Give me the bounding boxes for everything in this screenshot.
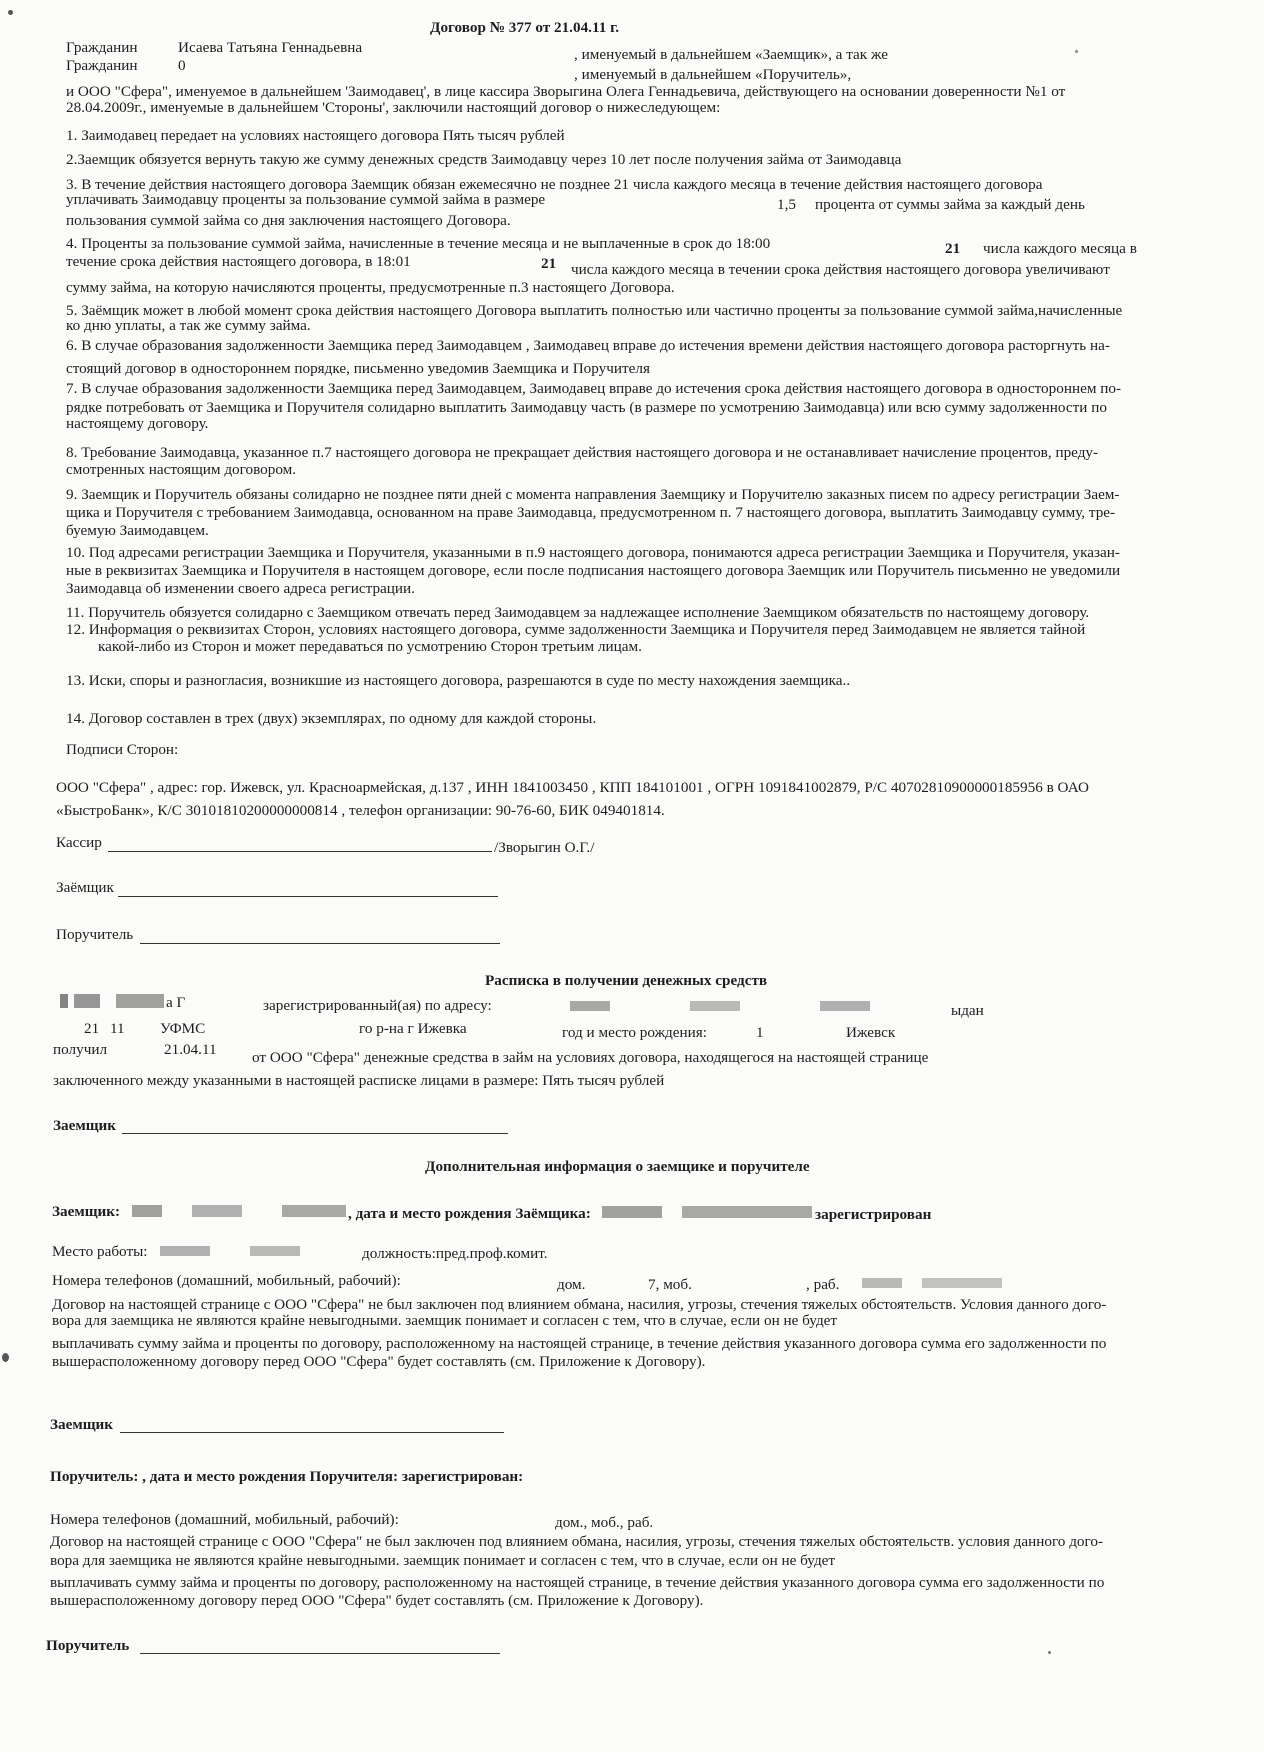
clause-7-line-3: настоящему договору. bbox=[66, 415, 209, 432]
phones-label: Номера телефонов (домашний, мобильный, рабочий): bbox=[52, 1272, 401, 1289]
borrower-suffix: , именуемый в дальнейшем «Заемщик», а так же bbox=[574, 46, 888, 63]
clause-4-line-3: сумму займа, на которую начисляются проценты, предусмотренные п.3 настоящего Договора. bbox=[66, 279, 675, 296]
additional-guarantor-signature-line bbox=[140, 1638, 500, 1654]
receipt-received-date: 21.04.11 bbox=[164, 1041, 217, 1058]
clause-9-line-1: 9. Заемщик и Поручитель обязаны солидарно не позднее пяти дней с момента направления Заемщику и Поручителю заказных писем по адресу регистрации Заем- bbox=[66, 486, 1120, 503]
contract-guarantor-signature-label: Поручитель bbox=[56, 926, 134, 943]
guarantor-consent-line-1: Договор на настоящей странице с ООО "Сфера" не был заключен под влиянием обмана, насилия, угрозы, стечения тяжелых обстоятельств. условия данного дого- bbox=[50, 1533, 1104, 1550]
redaction-mark bbox=[570, 1001, 950, 1011]
contract-title: Договор № 377 от 21.04.11 г. bbox=[430, 19, 620, 36]
clause-10-line-3: Заимодавца об изменении своего адреса регистрации. bbox=[66, 580, 415, 597]
clause-3-line-3: пользования суммой займа со дня заключения настоящего Договора. bbox=[66, 212, 511, 229]
redaction-mark bbox=[862, 1278, 1002, 1288]
guarantor-consent-line-2: вора для заемщика не являются крайне невыгодными. заемщик понимает и согласен с тем, что в случае, если он не будет bbox=[50, 1552, 836, 1569]
clause-4-line-2a: течение срока действия настоящего договора, в 18:01 bbox=[66, 253, 411, 270]
clause-9-line-3: буемую Заимодавцем. bbox=[66, 522, 209, 539]
borrower-name: Исаева Татьяна Геннадьевна bbox=[178, 39, 363, 56]
additional-guarantor-heading: Поручитель: , дата и место рождения Поручителя: зарегистрирован: bbox=[50, 1468, 524, 1485]
guarantor-phones-label: Номера телефонов (домашний, мобильный, рабочий): bbox=[50, 1511, 399, 1528]
clause-3-line-1: 3. В течение действия настоящего договора Заемщик обязан ежемесячно не позднее 21 числа каждого месяца в течение действия настоящего договора bbox=[66, 176, 1043, 193]
scan-speck bbox=[2, 1353, 9, 1362]
guarantor-consent-line-4: вышерасположенному договору перед ООО "Сфера" будет составлять (см. Приложение к Договору). bbox=[50, 1592, 704, 1609]
guarantor-citizen-label: Гражданин bbox=[66, 57, 138, 74]
receipt-line-1-c: ыдан bbox=[951, 1002, 984, 1019]
borrower-consent-line-3: выплачивать сумму займа и проценты по договору, расположенному на настоящей странице, в течение действия указанного договора сумма его задолженности по bbox=[52, 1335, 1107, 1352]
clause-10-line-2: ные в реквизитах Заемщика и Поручителя в настоящем договоре, если после подписания настоящего договора Заемщик или Поручитель письменно не уведомили bbox=[66, 562, 1121, 579]
clause-13: 13. Иски, споры и разногласия, возникшие из настоящего договора, разрешаются в суде по месту нахождения заемщика.. bbox=[66, 672, 851, 689]
receipt-line-2-a: 21 bbox=[84, 1020, 100, 1037]
cashier-signature-line bbox=[108, 836, 492, 852]
additional-info-title: Дополнительная информация о заемщике и поручителе bbox=[425, 1158, 810, 1175]
receipt-borrower-signature-line bbox=[122, 1118, 508, 1134]
guarantor-name: 0 bbox=[178, 57, 186, 74]
receipt-line-2-e: год и место рождения: bbox=[562, 1024, 707, 1041]
receipt-line-2-g: Ижевск bbox=[846, 1024, 896, 1041]
receipt-line-2-b: 11 bbox=[110, 1020, 125, 1037]
redaction-mark bbox=[160, 1246, 360, 1256]
lender-details-line-1: ООО "Сфера" , адрес: гор. Ижевск, ул. Красноармейская, д.137 , ИНН 1841003450 , КПП 184101001 , ОГРН 1091841002879, Р/С 40702810900000185956 в ОАО bbox=[56, 779, 1089, 796]
borrower-citizen-label: Гражданин bbox=[66, 39, 138, 56]
additional-guarantor-signature-label: Поручитель bbox=[46, 1637, 130, 1654]
clause-9-line-2: щика и Поручителя с требованием Заимодавца, основанном на праве Заимодавца, предусмотренном п. 7 настоящего договора, выплатить Заимодавцу сумму, тре- bbox=[66, 504, 1116, 521]
clause-12-line-2: какой-либо из Сторон и может передаваться по усмотрению Сторон третьим лицам. bbox=[98, 638, 642, 655]
receipt-borrower-signature-label: Заемщик bbox=[53, 1117, 117, 1134]
receipt-received-text: от ООО "Сфера" денежные средства в займ на условиях договора, находящегося на настоящей странице bbox=[252, 1049, 929, 1066]
borrower-consent-line-4: вышерасположенному договору перед ООО "Сфера" будет составлять (см. Приложение к Договору). bbox=[52, 1353, 706, 1370]
clause-7-line-2: рядке потребовать от Заемщика и Поручителя солидарно выплатить Заимодавцу часть (в размере по усмотрению Заимодавца) или всю сумму задолженности по bbox=[66, 399, 1107, 416]
phones-mobile: 7, моб. bbox=[648, 1276, 692, 1293]
additional-borrower-signature-line bbox=[120, 1417, 504, 1433]
receipt-amount-line: заключенного между указанными в настоящей расписке лицами в размере: Пять тысяч рублей bbox=[53, 1072, 665, 1089]
clause-5-line-1: 5. Заёмщик может в любой момент срока действия настоящего Договора выплатить полностью или частично проценты за пользование суммой займа,начисленные bbox=[66, 302, 1123, 319]
clause-4-day-2: 21 bbox=[541, 255, 557, 272]
clause-1: 1. Заимодавец передает на условиях настоящего договора Пять тысяч рублей bbox=[66, 127, 565, 144]
workplace-position: должность:пред.проф.комит. bbox=[362, 1245, 548, 1262]
workplace-label: Место работы: bbox=[52, 1243, 148, 1260]
clause-4-line-2b: числа каждого месяца в течении срока действия настоящего договора увеличивают bbox=[571, 261, 1110, 278]
additional-borrower-registered: зарегистрирован bbox=[815, 1206, 932, 1223]
contract-borrower-signature-label: Заёмщик bbox=[56, 879, 114, 896]
redaction-mark bbox=[60, 994, 164, 1008]
receipt-received-label: получил bbox=[53, 1041, 108, 1058]
clause-8-line-1: 8. Требование Заимодавца, указанное п.7 настоящего договора не прекращает действия настоящего договора и не останавливает начисление процентов, преду- bbox=[66, 444, 1099, 461]
clause-2: 2.Заемщик обязуется вернуть такую же сумму денежных средств Заимодавцу через 10 лет после получения займа от Заимодавца bbox=[66, 151, 902, 168]
guarantor-phones-value: дом., моб., раб. bbox=[555, 1514, 654, 1531]
phones-home: дом. bbox=[557, 1276, 586, 1293]
borrower-consent-line-2: вора для заемщика не являются крайне невыгодными. заемщик понимает и согласен с тем, что в случае, если он не будет bbox=[52, 1312, 838, 1329]
borrower-consent-line-1: Договор на настоящей странице с ООО "Сфера" не был заключен под влиянием обмана, насилия, угрозы, стечения тяжелых обстоятельств. Условия данного дого- bbox=[52, 1296, 1107, 1313]
receipt-line-2-f: 1 bbox=[756, 1024, 764, 1041]
additional-borrower-label: Заемщик: bbox=[52, 1203, 121, 1220]
scan-speck bbox=[8, 10, 13, 15]
signatures-heading: Подписи Сторон: bbox=[66, 741, 179, 758]
intro-line-2: 28.04.2009г., именуемые в дальнейшем 'Стороны', заключили настоящий договор о нижеследующем: bbox=[66, 99, 721, 116]
cashier-name: /Зворыгин О.Г./ bbox=[494, 839, 595, 856]
clause-3-line-2a: уплачивать Заимодавцу проценты за пользование суммой займа в размере bbox=[66, 191, 546, 208]
clause-6-line-2: стоящий договор в одностороннем порядке, письменно уведомив Заемщика и Поручителя bbox=[66, 360, 650, 377]
receipt-line-2-c: УФМС bbox=[160, 1020, 206, 1037]
cashier-label: Кассир bbox=[56, 834, 102, 851]
clause-6-line-1: 6. В случае образования задолженности Заемщика перед Заимодавцем , Заимодавец вправе до истечения времени действия настоящего договора расторгнуть на- bbox=[66, 337, 1110, 354]
scan-speck bbox=[1048, 1651, 1051, 1654]
additional-borrower-signature-label: Заемщик bbox=[50, 1416, 114, 1433]
receipt-title: Расписка в получении денежных средств bbox=[485, 972, 768, 989]
guarantor-suffix: , именуемый в дальнейшем «Поручитель», bbox=[574, 66, 852, 83]
scan-speck bbox=[1075, 50, 1078, 53]
lender-details-line-2: «БыстроБанк», К/С 30101810200000000814 , телефон организации: 90-76-60, БИК 049401814. bbox=[56, 802, 665, 819]
receipt-line-1-b: зарегистрированный(ая) по адресу: bbox=[263, 997, 492, 1014]
clause-14: 14. Договор составлен в трех (двух) экземплярах, по одному для каждой стороны. bbox=[66, 710, 597, 727]
receipt-line-2-d: го р-на г Ижевка bbox=[359, 1020, 467, 1037]
clause-4-line-1b: числа каждого месяца в bbox=[983, 240, 1137, 257]
clause-11: 11. Поручитель обязуется солидарно с Заемщиком отвечать перед Заимодавцем за надлежащее исполнение Заемщиком обязательств по настоящему договору. bbox=[66, 604, 1090, 621]
redaction-mark bbox=[602, 1206, 812, 1218]
additional-borrower-birth-label: , дата и место рождения Заёмщика: bbox=[348, 1205, 591, 1222]
contract-borrower-signature-line bbox=[118, 881, 498, 897]
clause-3-line-2b: процента от суммы займа за каждый день bbox=[815, 196, 1085, 213]
clause-5-line-2: ко дню уплаты, а так же сумму займа. bbox=[66, 317, 311, 334]
redaction-mark bbox=[132, 1205, 346, 1217]
clause-4-line-1a: 4. Проценты за пользование суммой займа, начисленные в течение месяца и не выплаченные в срок до 18:00 bbox=[66, 235, 771, 252]
clause-7-line-1: 7. В случае образования задолженности Заемщика перед Заимодавцем, Заимодавец вправе до истечения срока действия настоящего договора в одностороннем по- bbox=[66, 380, 1122, 397]
clause-10-line-1: 10. Под адресами регистрации Заемщика и Поручителя, указанными в п.9 настоящего договора, понимаются адреса регистрации Заемщика и Поручителя, указан- bbox=[66, 544, 1120, 561]
clause-4-day-1: 21 bbox=[945, 240, 961, 257]
contract-guarantor-signature-line bbox=[140, 928, 500, 944]
clause-12-line-1: 12. Информация о реквизитах Сторон, условиях настоящего договора, сумме задолженности Заемщика и Поручителя перед Заимодавцем не является тайной bbox=[66, 621, 1086, 638]
clause-8-line-2: смотренных настоящим договором. bbox=[66, 461, 297, 478]
intro-line-1: и ООО "Сфера", именуемое в дальнейшем 'Заимодавец', в лице кассира Зворыгина Олега Геннадьевича, действующего на основании доверенности №1 от bbox=[66, 83, 1066, 100]
phones-work: , раб. bbox=[806, 1276, 840, 1293]
guarantor-consent-line-3: выплачивать сумму займа и проценты по договору, расположенному на настоящей странице, в течение действия указанного договора сумма его задолженности по bbox=[50, 1574, 1105, 1591]
clause-3-rate: 1,5 bbox=[777, 196, 796, 213]
receipt-line-1-a: а Г bbox=[166, 994, 186, 1011]
